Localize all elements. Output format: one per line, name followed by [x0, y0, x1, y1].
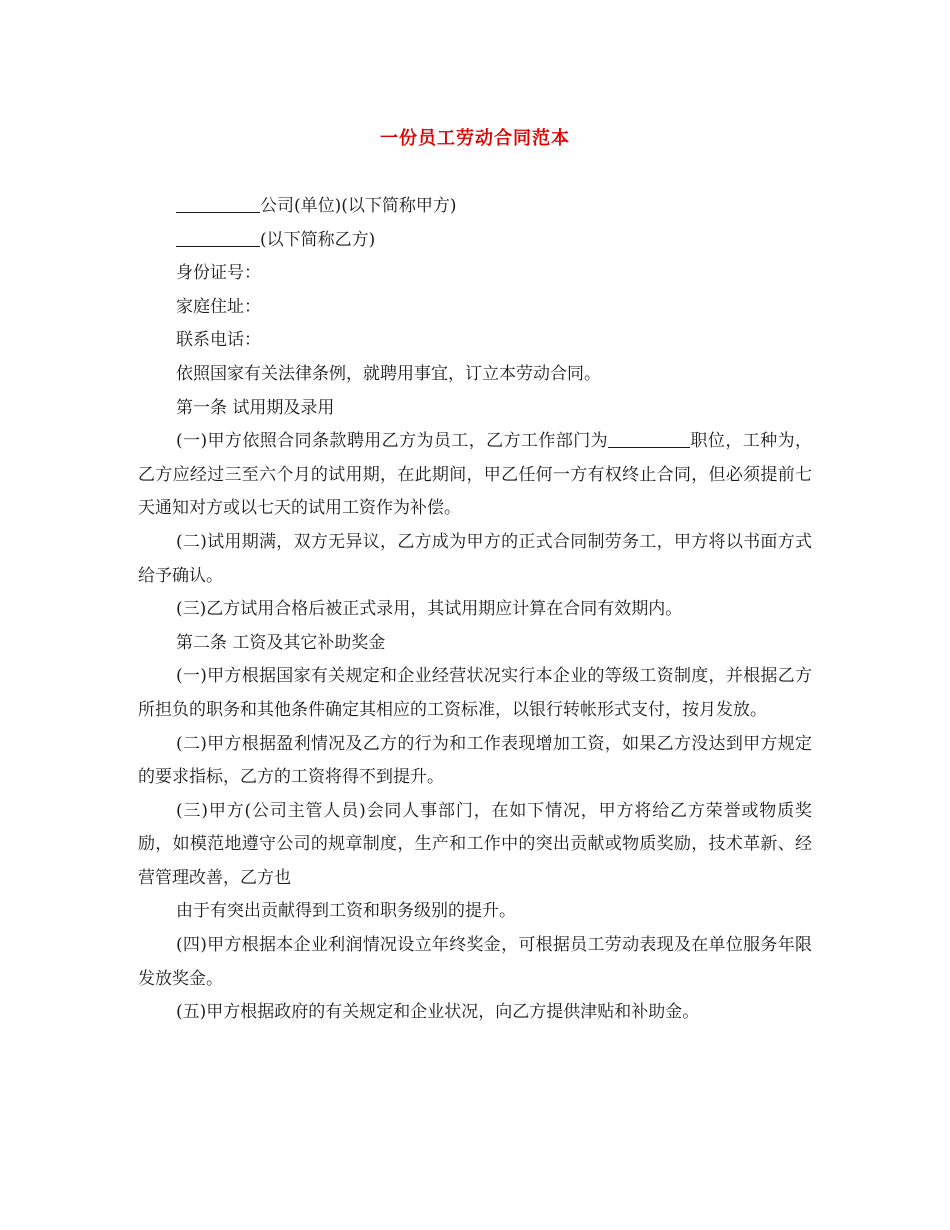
- party-a-line: [138, 190, 812, 224]
- address-label: 家庭住址：: [176, 296, 261, 317]
- article2-heading: 第二条 工资及其它补助奖金: [176, 632, 386, 653]
- article2-paragraph-2: (二)甲方根据盈利情况及乙方的行为和工作表现增加工资，如果乙方没达到甲方规定的要求指标，乙方的工资将得不到提升。: [138, 733, 812, 788]
- article2-paragraph-5: (五)甲方根据政府的有关规定和企业状况，向乙方提供津贴和补助金。: [176, 1002, 700, 1023]
- document-title: 一份员工劳动合同范本: [380, 128, 570, 149]
- article1-p1-before-blank: (一)甲方依照合同条款聘用乙方为员工，乙方工作部门为: [176, 431, 609, 452]
- article2-paragraph-3: (三)甲方(公司主管人员)会同人事部门，在如下情况，甲方将给乙方荣誉或物质奖励，如模范地遵守公司的规章制度，生产和工作中的突出贡献或物质奖励，技术革新、经营管理改善，乙方也: [138, 800, 812, 888]
- intro-paragraph: 依照国家有关法律条例，就聘用事宜，订立本劳动合同。: [176, 363, 601, 384]
- phone-label: 联系电话：: [176, 330, 261, 351]
- party-a-blank[interactable]: [176, 194, 260, 213]
- article1-heading: 第一条 试用期及录用: [176, 397, 335, 418]
- party-b-line: [138, 224, 812, 258]
- party-b-blank[interactable]: [176, 228, 260, 247]
- phone-line: [138, 324, 812, 358]
- article2-paragraph-3-continued: 由于有突出贡献得到工资和职务级别的提升。: [176, 901, 516, 922]
- document-body: [138, 190, 812, 1030]
- article2-paragraph-1: (一)甲方根据国家有关规定和企业经营状况实行本企业的等级工资制度，并根据乙方所担负的职务和其他条件确定其相应的工资标准，以银行转帐形式支付，按月发放。: [138, 666, 812, 720]
- article1-paragraph-2: (二)试用期满，双方无异议，乙方成为甲方的正式合同制劳务工，甲方将以书面方式给予确认。: [138, 531, 812, 586]
- id-number-label: 身份证号：: [176, 263, 261, 284]
- department-blank[interactable]: [608, 429, 690, 448]
- article1-p1-after-blank: 职位，工种为，乙方应经过三至六个月的试用期，在此期间，甲乙任何一方有权终止合同，但必须提前七天通知对方或以七天的试用工资作为补偿。: [138, 431, 813, 519]
- article2-paragraph-4: (四)甲方根据本企业利润情况设立年终奖金，可根据员工劳动表现及在单位服务年限发放奖金。: [138, 935, 812, 989]
- id-number-line: [138, 257, 812, 291]
- party-b-suffix: (以下简称乙方): [260, 229, 376, 250]
- address-line: [138, 291, 812, 325]
- party-a-suffix: 公司(单位)(以下简称甲方): [260, 196, 457, 216]
- article1-paragraph-3: (三)乙方试用合格后被正式录用，其试用期应计算在合同有效期内。: [176, 599, 683, 620]
- article1-paragraph-1: [138, 425, 812, 526]
